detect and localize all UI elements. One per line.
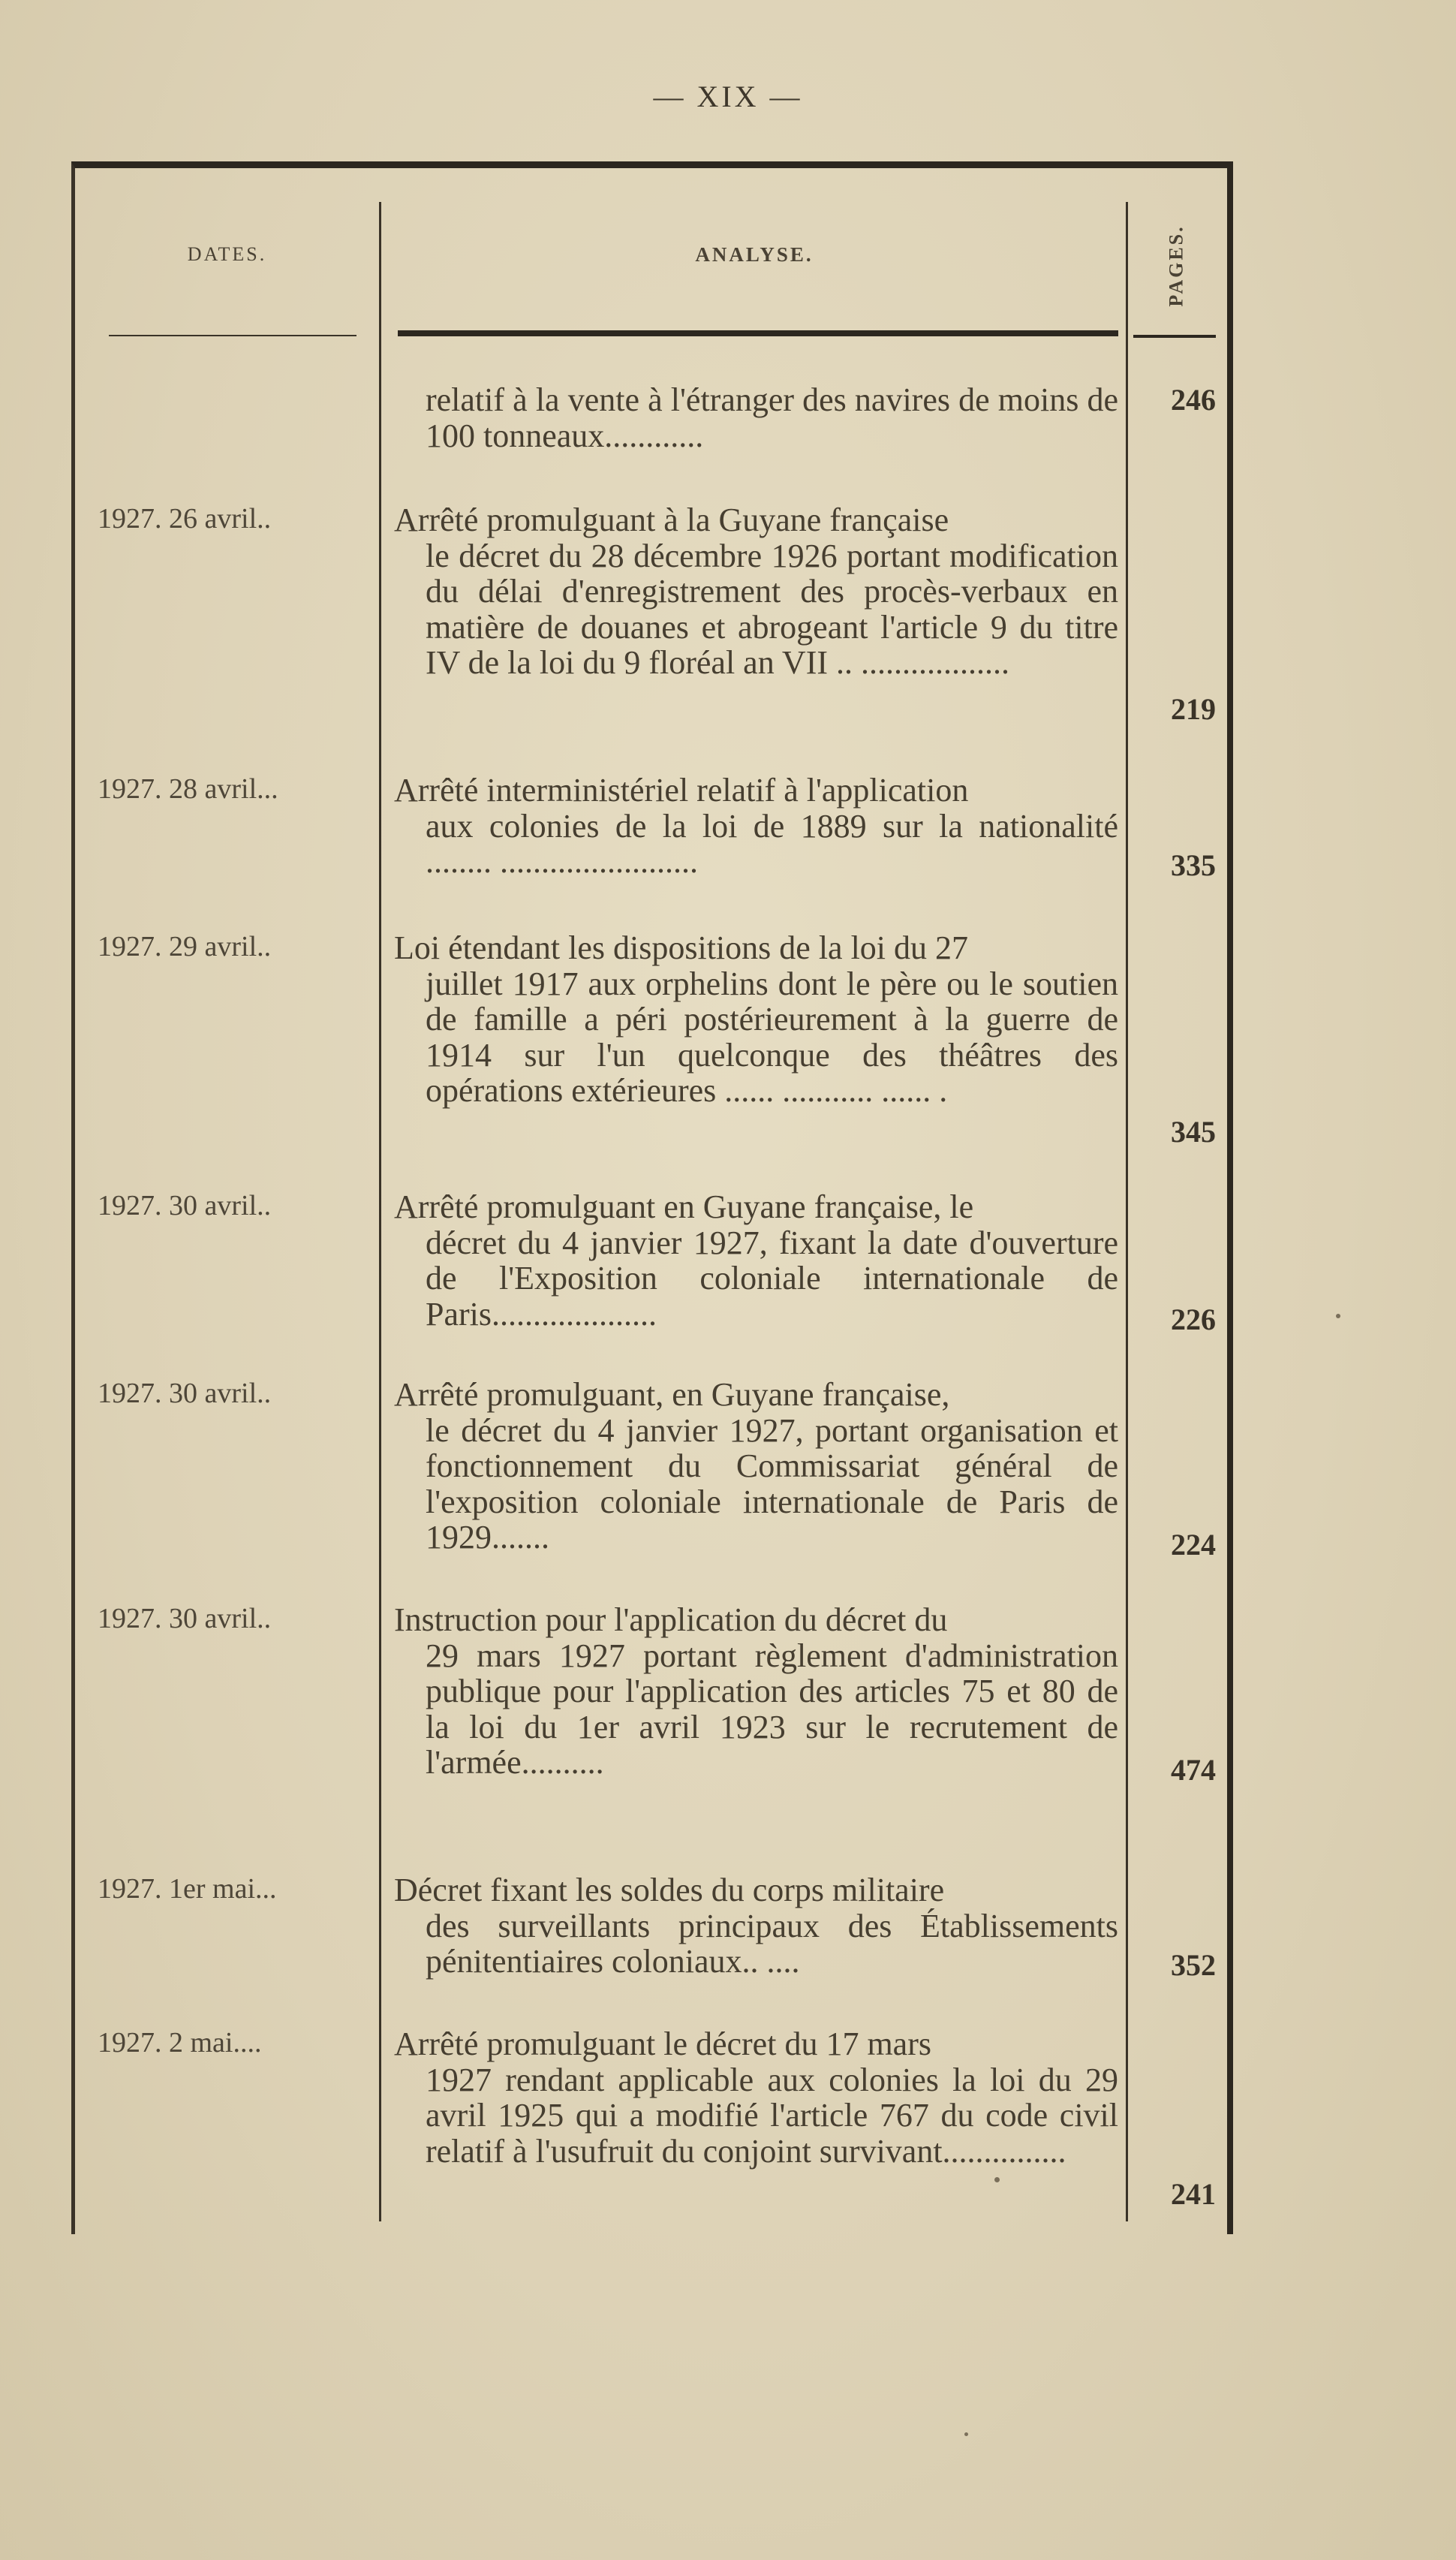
entry-analysis: [394, 1872, 1118, 1980]
entry-text: le décret du 28 décembre 1926 portant modification du délai d'enregistrement des procès-verbaux en matière de douanes et abrogeant l'article 9 du titre IV de la loi du 9 floréal an VII .. ..................: [426, 537, 1118, 681]
entry-text: 29 mars 1927 portant règlement d'administration publique pour l'application des articles 75 et 80 de la loi du 1er avril 1923 sur le recrutement de l'armée..........: [426, 1637, 1118, 1781]
entry-page: 219: [1171, 692, 1216, 726]
index-table: [71, 161, 1233, 2234]
entry-text: 1927 rendant applicable aux colonies la loi du 29 avril 1925 qui a modifié l'article 767 du code civil relatif à l'usufruit du conjoint survivant...............: [426, 2061, 1118, 2170]
entry-page: 246: [1171, 383, 1216, 417]
entry-text: Arrêté promulguant, en Guyane française,: [394, 1376, 950, 1413]
page-number: — XIX —: [653, 80, 803, 113]
entry-analysis: [394, 930, 1118, 1109]
entry-date: 1927. 30 avril..: [98, 1603, 272, 1634]
entry-page: 224: [1171, 1528, 1216, 1562]
entry-text: Loi étendant les dispositions de la loi du 27: [394, 929, 969, 966]
entry-date: 1927. 1er mai...: [98, 1873, 277, 1905]
entry-page: 335: [1171, 848, 1216, 882]
entry-date: 1927. 2 mai....: [98, 2027, 262, 2059]
entry-analysis: [394, 773, 1118, 880]
entry-analysis: [394, 1602, 1118, 1781]
entry-page: 241: [1171, 2177, 1216, 2211]
entry-text: le décret du 4 janvier 1927, portant organisation et fonctionnement du Commissariat général de l'exposition coloniale internationale de Paris de 1929.......: [426, 1411, 1118, 1556]
column-header-pages-label: PAGES.: [1165, 224, 1187, 307]
entry-text: des surveillants principaux des Établissements pénitentiaires coloniaux.. ....: [426, 1907, 1118, 1980]
entry-text: Arrêté promulguant en Guyane française, le: [394, 1188, 974, 1225]
entry-analysis: [394, 2026, 1118, 2169]
entry-text: juillet 1917 aux orphelins dont le père ou le soutien de famille a péri postérieurement à la guerre de 1914 sur l'un quelconque des théâtres des opérations extérieures ...... ........... ...... .: [426, 965, 1118, 1109]
entry-text: aux colonies de la loi de 1889 sur la nationalité ........ ........................: [426, 807, 1118, 880]
entry-analysis: [394, 1189, 1118, 1332]
header-rule: [398, 330, 1118, 336]
entry-date: 1927. 30 avril..: [98, 1378, 272, 1409]
paper-speck: [994, 2177, 1000, 2182]
entry-text: relatif à la vente à l'étranger des navires de moins de 100 tonneaux............: [426, 381, 1118, 454]
entry-text: Arrêté interministériel relatif à l'application: [394, 772, 969, 809]
header-rule: [1133, 335, 1216, 338]
column-header-pages: [1130, 198, 1223, 333]
paper-speck: [964, 2432, 968, 2436]
entry-date: 1927. 26 avril..: [98, 503, 272, 535]
entry-date: 1927. 28 avril...: [98, 773, 278, 805]
entry-text: Décret fixant les soldes du corps militaire: [394, 1872, 945, 1908]
entry-text: Instruction pour l'application du décret du: [394, 1601, 948, 1638]
header-rule: [109, 335, 356, 336]
column-divider: [1126, 202, 1128, 2221]
column-header-dates: DATES.: [187, 243, 267, 265]
entry-text: Arrêté promulguant à la Guyane française: [394, 501, 949, 538]
entry-page: 345: [1171, 1115, 1216, 1149]
entry-analysis: [394, 1377, 1118, 1556]
entry-page: 226: [1171, 1303, 1216, 1336]
entry-date: 1927. 30 avril..: [98, 1190, 272, 1221]
entry-text: décret du 4 janvier 1927, fixant la date d'ouverture de l'Exposition coloniale internationale de Paris....................: [426, 1224, 1118, 1333]
paper-speck: [1336, 1314, 1340, 1318]
entry-text: Arrêté promulguant le décret du 17 mars: [394, 2025, 931, 2062]
column-divider: [379, 202, 381, 2221]
column-header-analyse: ANALYSE.: [695, 243, 814, 266]
entry-analysis: [394, 382, 1118, 453]
entry-analysis: [394, 502, 1118, 681]
entry-page: 474: [1171, 1753, 1216, 1787]
entry-page: 352: [1171, 1948, 1216, 1982]
entry-date: 1927. 29 avril..: [98, 931, 272, 962]
